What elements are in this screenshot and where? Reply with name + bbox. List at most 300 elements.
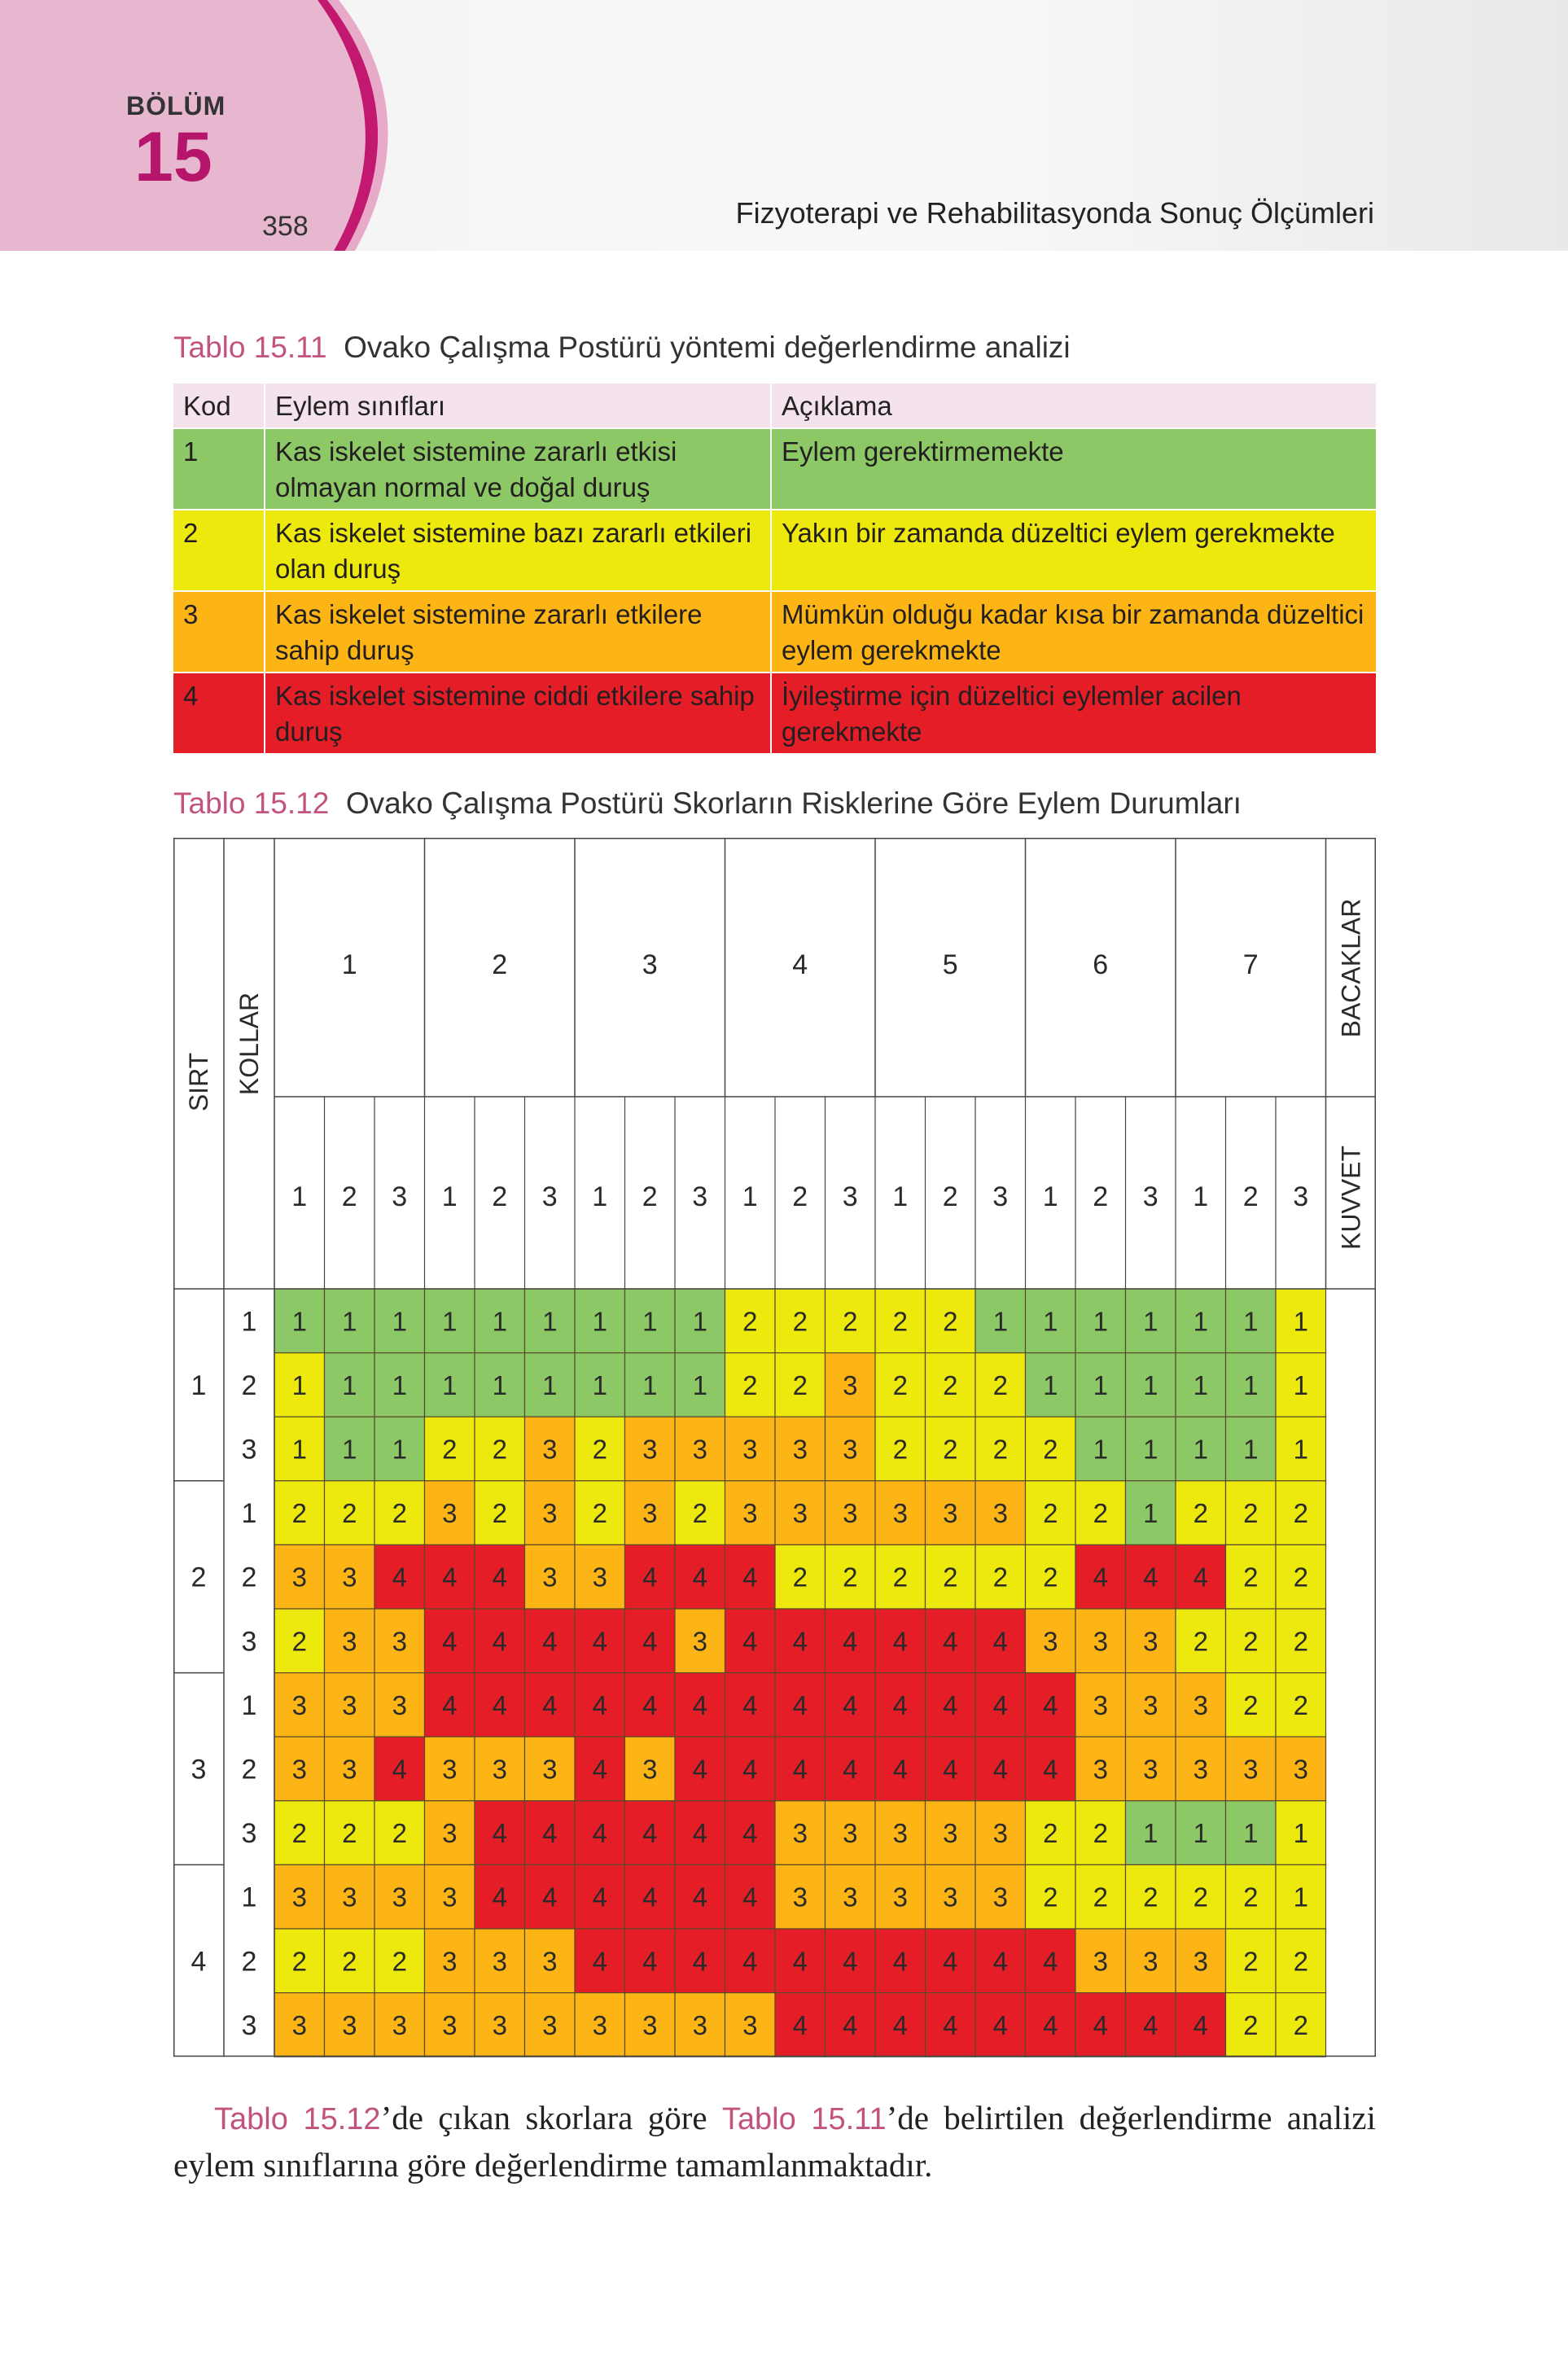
score-value: 4	[843, 1754, 858, 1785]
score-value: 3	[892, 1498, 908, 1529]
score-value: 1	[442, 1306, 458, 1337]
score-value: 2	[291, 1818, 307, 1849]
score-value: 3	[1143, 1946, 1158, 1977]
score-value: 2	[692, 1498, 707, 1529]
score-value: 3	[542, 2009, 558, 2040]
table-row	[173, 428, 1376, 510]
score-value: 4	[892, 1946, 908, 1977]
score-value: 2	[492, 1434, 507, 1465]
score-value: 4	[792, 1689, 808, 1720]
score-value: 2	[892, 1562, 908, 1593]
score-value: 4	[542, 1689, 558, 1720]
score-value: 3	[943, 1818, 958, 1849]
score-value: 3	[1093, 1946, 1108, 1977]
score-value: 2	[592, 1498, 607, 1529]
score-value: 4	[792, 1626, 808, 1657]
score-value: 3	[642, 1434, 658, 1465]
force-value-label: 1	[742, 1181, 758, 1212]
force-value-label: 3	[392, 1181, 408, 1212]
action-class-table	[173, 383, 1376, 753]
score-value: 2	[992, 1434, 1008, 1465]
score-value: 4	[742, 1946, 758, 1977]
score-value: 3	[642, 2009, 658, 2040]
score-value: 4	[692, 1882, 707, 1913]
score-value: 3	[442, 2009, 458, 2040]
score-value: 4	[692, 1562, 707, 1593]
score-value: 2	[1043, 1498, 1058, 1529]
score-value: 2	[291, 1498, 307, 1529]
score-value: 3	[392, 1882, 407, 1913]
score-value: 3	[843, 1818, 858, 1849]
score-value: 3	[843, 1882, 858, 1913]
score-value: 4	[1143, 1562, 1158, 1593]
score-value: 2	[943, 1562, 958, 1593]
score-value: 4	[392, 1562, 407, 1593]
score-value: 4	[943, 1946, 958, 1977]
score-value: 2	[392, 1818, 407, 1849]
score-value: 4	[992, 1626, 1008, 1657]
score-value: 4	[492, 1689, 507, 1720]
table2-caption-number: Tablo 15.12	[173, 786, 330, 820]
score-value: 3	[392, 2009, 407, 2040]
score-value: 2	[1093, 1498, 1108, 1529]
score-value: 4	[792, 2009, 808, 2040]
cell-kod: 3	[173, 591, 265, 673]
score-value: 4	[492, 1562, 507, 1593]
score-value: 2	[1293, 1562, 1308, 1593]
score-value: 3	[742, 2009, 758, 2040]
score-value: 1	[492, 1306, 507, 1337]
score-value: 2	[943, 1434, 958, 1465]
leg-value-label: 2	[492, 949, 508, 980]
score-value: 1	[1143, 1369, 1158, 1400]
score-value: 3	[542, 1754, 558, 1785]
score-value: 3	[392, 1626, 407, 1657]
back-value-label: 1	[191, 1369, 207, 1401]
score-value: 2	[1043, 1882, 1058, 1913]
kuvvet-axis-label: KUVVET	[1336, 1145, 1366, 1251]
table-reference-link: Tablo 15.11	[721, 2102, 887, 2136]
score-value: 4	[592, 1626, 607, 1657]
arm-value-label: 3	[241, 1434, 257, 1466]
force-value-label: 3	[1142, 1181, 1158, 1212]
score-value: 1	[392, 1369, 407, 1400]
score-value: 2	[1243, 1946, 1259, 1977]
score-value: 1	[1093, 1306, 1108, 1337]
table2-caption	[173, 786, 1242, 821]
score-value: 1	[1293, 1434, 1308, 1465]
score-value: 4	[742, 1689, 758, 1720]
score-value: 4	[1043, 2009, 1058, 2040]
score-value: 2	[592, 1434, 607, 1465]
score-value: 4	[442, 1626, 458, 1657]
force-value-label: 1	[291, 1181, 308, 1212]
score-value: 4	[742, 1626, 758, 1657]
score-value: 3	[642, 1754, 658, 1785]
force-value-label: 2	[341, 1181, 357, 1212]
score-value: 4	[943, 1626, 958, 1657]
force-value-label: 1	[441, 1181, 458, 1212]
score-value: 4	[642, 1946, 658, 1977]
score-value: 3	[992, 1818, 1008, 1849]
score-value: 4	[943, 2009, 958, 2040]
column-header-kod: Kod	[173, 383, 265, 428]
back-value-label: 4	[191, 1946, 207, 1978]
cell-eylem: Kas iskelet sistemine zararlı etkisi olmayan normal ve doğal duruş	[265, 428, 771, 510]
score-value: 1	[1093, 1369, 1108, 1400]
score-value: 2	[742, 1306, 758, 1337]
score-value: 4	[1143, 2009, 1158, 2040]
score-value: 3	[792, 1434, 808, 1465]
score-value: 3	[542, 1434, 558, 1465]
score-value: 3	[892, 1818, 908, 1849]
closing-paragraph	[173, 2095, 1376, 2188]
score-value: 3	[542, 1498, 558, 1529]
kollar-axis-label: KOLLAR	[234, 992, 264, 1096]
score-value: 3	[442, 1754, 458, 1785]
score-value: 3	[291, 2009, 307, 2040]
leg-value-label: 7	[1242, 949, 1259, 980]
score-value: 2	[1243, 2009, 1259, 2040]
score-value: 2	[1193, 1626, 1208, 1657]
score-value: 3	[843, 1369, 858, 1400]
score-value: 4	[1043, 1754, 1058, 1785]
score-value: 1	[1043, 1369, 1058, 1400]
score-value: 3	[1243, 1754, 1259, 1785]
leg-value-label: 5	[942, 949, 958, 980]
table-reference-link: Tablo 15.12	[214, 2102, 381, 2136]
cell-aciklama: İyileştirme için düzeltici eylemler acilen gerekmekte	[771, 673, 1376, 753]
force-value-label: 3	[992, 1181, 1009, 1212]
score-value: 2	[742, 1369, 758, 1400]
score-value: 4	[642, 1882, 658, 1913]
score-value: 1	[692, 1306, 707, 1337]
score-value: 1	[1193, 1434, 1208, 1465]
score-value: 4	[992, 1689, 1008, 1720]
score-value: 2	[892, 1306, 908, 1337]
leg-value-label: 1	[341, 949, 357, 980]
score-value: 1	[992, 1306, 1008, 1337]
score-value: 2	[792, 1562, 808, 1593]
page-number: 358	[262, 211, 309, 242]
score-value: 3	[442, 1818, 458, 1849]
arm-value-label: 3	[241, 2009, 257, 2041]
score-value: 4	[492, 1626, 507, 1657]
score-value: 3	[792, 1818, 808, 1849]
score-value: 3	[1143, 1626, 1158, 1657]
table-header-row	[173, 383, 1376, 428]
score-value: 2	[1293, 1689, 1308, 1720]
score-value: 3	[542, 1562, 558, 1593]
back-value-label: 2	[191, 1562, 207, 1593]
score-value: 3	[291, 1689, 307, 1720]
score-value: 2	[792, 1369, 808, 1400]
score-value: 3	[342, 1882, 357, 1913]
score-value: 2	[943, 1306, 958, 1337]
score-value: 3	[1093, 1754, 1108, 1785]
table1-caption-text: Ovako Çalışma Postürü yöntemi değerlendirme analizi	[344, 331, 1071, 364]
score-value: 3	[692, 2009, 707, 2040]
score-value: 3	[492, 1946, 507, 1977]
score-value: 1	[1143, 1434, 1158, 1465]
score-value: 3	[442, 1498, 458, 1529]
score-value: 3	[1293, 1754, 1308, 1785]
score-value: 4	[492, 1818, 507, 1849]
score-value: 4	[742, 1562, 758, 1593]
score-value: 1	[1293, 1882, 1308, 1913]
score-value: 1	[392, 1306, 407, 1337]
arm-value-label: 1	[241, 1498, 257, 1530]
score-value: 1	[692, 1369, 707, 1400]
score-value: 2	[1193, 1498, 1208, 1529]
score-value: 4	[692, 1754, 707, 1785]
force-value-label: 1	[1193, 1181, 1209, 1212]
leg-value-label: 4	[792, 949, 808, 980]
score-value: 4	[1193, 1562, 1208, 1593]
score-value: 1	[291, 1369, 307, 1400]
score-value: 4	[992, 1946, 1008, 1977]
cell-kod: 1	[173, 428, 265, 510]
score-value: 4	[542, 1882, 558, 1913]
score-value: 4	[742, 1818, 758, 1849]
score-value: 4	[1093, 1562, 1108, 1593]
score-value: 3	[342, 1754, 357, 1785]
table-row	[173, 673, 1376, 753]
score-value: 3	[792, 1882, 808, 1913]
score-value: 4	[592, 1818, 607, 1849]
score-value: 2	[1243, 1689, 1259, 1720]
score-value: 3	[742, 1434, 758, 1465]
score-value: 4	[742, 1754, 758, 1785]
score-value: 1	[1143, 1498, 1158, 1529]
score-value: 3	[843, 1498, 858, 1529]
score-value: 3	[642, 1498, 658, 1529]
sirt-axis-label: SIRT	[184, 1052, 213, 1112]
score-value: 2	[342, 1498, 357, 1529]
cell-kod: 4	[173, 673, 265, 753]
score-value: 4	[392, 1754, 407, 1785]
score-value: 1	[1193, 1306, 1208, 1337]
score-value: 3	[291, 1882, 307, 1913]
score-value: 3	[342, 1626, 357, 1657]
score-value: 3	[943, 1498, 958, 1529]
force-value-label: 2	[942, 1181, 958, 1212]
back-value-label: 3	[191, 1754, 207, 1785]
score-value: 3	[342, 1562, 357, 1593]
score-value: 2	[992, 1562, 1008, 1593]
score-value: 1	[291, 1434, 307, 1465]
score-value: 3	[1193, 1689, 1208, 1720]
score-value: 3	[1093, 1626, 1108, 1657]
score-value: 3	[342, 1689, 357, 1720]
score-value: 1	[592, 1369, 607, 1400]
page-header	[0, 0, 1568, 251]
score-value: 1	[1293, 1369, 1308, 1400]
score-value: 2	[1043, 1818, 1058, 1849]
score-value: 2	[1293, 2009, 1308, 2040]
score-value: 4	[1043, 1689, 1058, 1720]
force-value-label: 2	[1093, 1181, 1109, 1212]
force-value-label: 3	[692, 1181, 708, 1212]
arm-value-label: 2	[241, 1946, 257, 1978]
score-value: 4	[642, 1626, 658, 1657]
score-value: 4	[742, 1882, 758, 1913]
chapter-number: 15	[134, 118, 212, 196]
cell-eylem: Kas iskelet sistemine bazı zararlı etkileri olan duruş	[265, 510, 771, 591]
force-value-label: 3	[1293, 1181, 1309, 1212]
score-value: 1	[1243, 1306, 1259, 1337]
score-value: 3	[342, 2009, 357, 2040]
score-value: 2	[392, 1498, 407, 1529]
score-value: 4	[892, 1689, 908, 1720]
paragraph-line-1	[173, 2095, 1376, 2142]
score-value: 3	[291, 1754, 307, 1785]
score-value: 3	[492, 2009, 507, 2040]
score-value: 4	[943, 1689, 958, 1720]
score-value: 3	[892, 1882, 908, 1913]
score-value: 1	[342, 1306, 357, 1337]
score-value: 1	[542, 1369, 558, 1400]
force-value-label: 3	[541, 1181, 558, 1212]
score-value: 1	[291, 1306, 307, 1337]
arm-value-label: 3	[241, 1818, 257, 1850]
arm-value-label: 1	[241, 1882, 257, 1913]
score-value: 4	[492, 1882, 507, 1913]
arm-value-label: 1	[241, 1306, 257, 1338]
score-value: 2	[342, 1818, 357, 1849]
score-value: 4	[442, 1689, 458, 1720]
table1-caption	[173, 331, 1071, 365]
force-value-label: 3	[842, 1181, 858, 1212]
table-row	[173, 591, 1376, 673]
score-value: 2	[1043, 1562, 1058, 1593]
force-value-label: 1	[892, 1181, 909, 1212]
score-value: 1	[1043, 1306, 1058, 1337]
score-value: 4	[642, 1562, 658, 1593]
score-value: 2	[1243, 1562, 1259, 1593]
score-value: 1	[642, 1369, 658, 1400]
score-value: 3	[542, 1946, 558, 1977]
cell-aciklama: Eylem gerektirmemekte	[771, 428, 1376, 510]
score-value: 1	[392, 1434, 407, 1465]
cell-kod: 2	[173, 510, 265, 591]
score-value: 3	[1193, 1754, 1208, 1785]
score-value: 3	[792, 1498, 808, 1529]
score-value: 2	[1243, 1498, 1259, 1529]
cell-eylem: Kas iskelet sistemine zararlı etkilere sahip duruş	[265, 591, 771, 673]
score-value: 4	[592, 1882, 607, 1913]
score-value: 4	[692, 1818, 707, 1849]
score-value: 1	[1243, 1369, 1259, 1400]
cell-aciklama: Yakın bir zamanda düzeltici eylem gerekmekte	[771, 510, 1376, 591]
score-value: 3	[843, 1434, 858, 1465]
cell-eylem: Kas iskelet sistemine ciddi etkilere sahip duruş	[265, 673, 771, 753]
score-value: 3	[442, 1946, 458, 1977]
score-value: 3	[1143, 1689, 1158, 1720]
score-value: 2	[992, 1369, 1008, 1400]
score-value: 3	[992, 1882, 1008, 1913]
score-value: 4	[592, 1946, 607, 1977]
score-value: 3	[442, 1882, 458, 1913]
score-value: 2	[1093, 1882, 1108, 1913]
column-header-eylem: Eylem sınıfları	[265, 383, 771, 428]
score-value: 2	[291, 1946, 307, 1977]
score-value: 3	[1193, 1946, 1208, 1977]
score-value: 4	[843, 1626, 858, 1657]
score-value: 3	[592, 1562, 607, 1593]
score-value: 2	[1143, 1882, 1158, 1913]
score-value: 2	[1193, 1882, 1208, 1913]
paragraph-line-2: eylem sınıflarına göre değerlendirme tamamlanmaktadır.	[173, 2146, 933, 2184]
score-value: 1	[492, 1369, 507, 1400]
score-value: 2	[1093, 1818, 1108, 1849]
score-value: 2	[892, 1369, 908, 1400]
score-value: 4	[442, 1562, 458, 1593]
force-value-label: 2	[1242, 1181, 1259, 1212]
score-value: 1	[442, 1369, 458, 1400]
score-value: 1	[1093, 1434, 1108, 1465]
arm-value-label: 2	[241, 1562, 257, 1593]
score-value: 1	[342, 1434, 357, 1465]
score-value: 4	[843, 1689, 858, 1720]
arm-value-label: 2	[241, 1754, 257, 1785]
score-value: 1	[542, 1306, 558, 1337]
score-value: 2	[943, 1369, 958, 1400]
arm-value-label: 1	[241, 1689, 257, 1721]
score-value: 4	[692, 1689, 707, 1720]
score-value: 3	[1143, 1754, 1158, 1785]
score-value: 1	[1143, 1818, 1158, 1849]
score-value: 4	[692, 1946, 707, 1977]
score-value: 4	[843, 1946, 858, 1977]
score-value: 2	[342, 1946, 357, 1977]
cell-aciklama: Mümkün olduğu kadar kısa bir zamanda düzeltici eylem gerekmekte	[771, 591, 1376, 673]
score-value: 3	[992, 1498, 1008, 1529]
score-value: 4	[542, 1818, 558, 1849]
score-value: 2	[492, 1498, 507, 1529]
score-value: 2	[792, 1306, 808, 1337]
table1-caption-number: Tablo 15.11	[173, 331, 327, 364]
score-value: 2	[1293, 1498, 1308, 1529]
table2-caption-text: Ovako Çalışma Postürü Skorların Risklerine Göre Eylem Durumları	[345, 786, 1242, 820]
score-value: 4	[943, 1754, 958, 1785]
score-value: 4	[642, 1818, 658, 1849]
score-value: 1	[592, 1306, 607, 1337]
score-value: 4	[892, 1626, 908, 1657]
paragraph-text: ’de belirtilen değerlendirme analizi	[886, 2099, 1376, 2136]
score-value: 3	[392, 1689, 407, 1720]
score-value: 1	[1193, 1818, 1208, 1849]
score-value: 1	[642, 1306, 658, 1337]
column-header-aciklama: Açıklama	[771, 383, 1376, 428]
score-value: 4	[642, 1689, 658, 1720]
score-value: 4	[792, 1946, 808, 1977]
force-value-label: 2	[492, 1181, 508, 1212]
score-value: 4	[892, 2009, 908, 2040]
arm-value-label: 2	[241, 1369, 257, 1401]
chapter-label: BÖLÜM	[126, 91, 226, 120]
score-value: 1	[1143, 1306, 1158, 1337]
score-value: 2	[1293, 1626, 1308, 1657]
score-value: 4	[592, 1689, 607, 1720]
score-value: 4	[892, 1754, 908, 1785]
force-value-label: 1	[1042, 1181, 1058, 1212]
score-value: 2	[1243, 1882, 1259, 1913]
arm-value-label: 3	[241, 1626, 257, 1658]
leg-value-label: 3	[642, 949, 658, 980]
score-value: 2	[392, 1946, 407, 1977]
score-value: 1	[1293, 1306, 1308, 1337]
